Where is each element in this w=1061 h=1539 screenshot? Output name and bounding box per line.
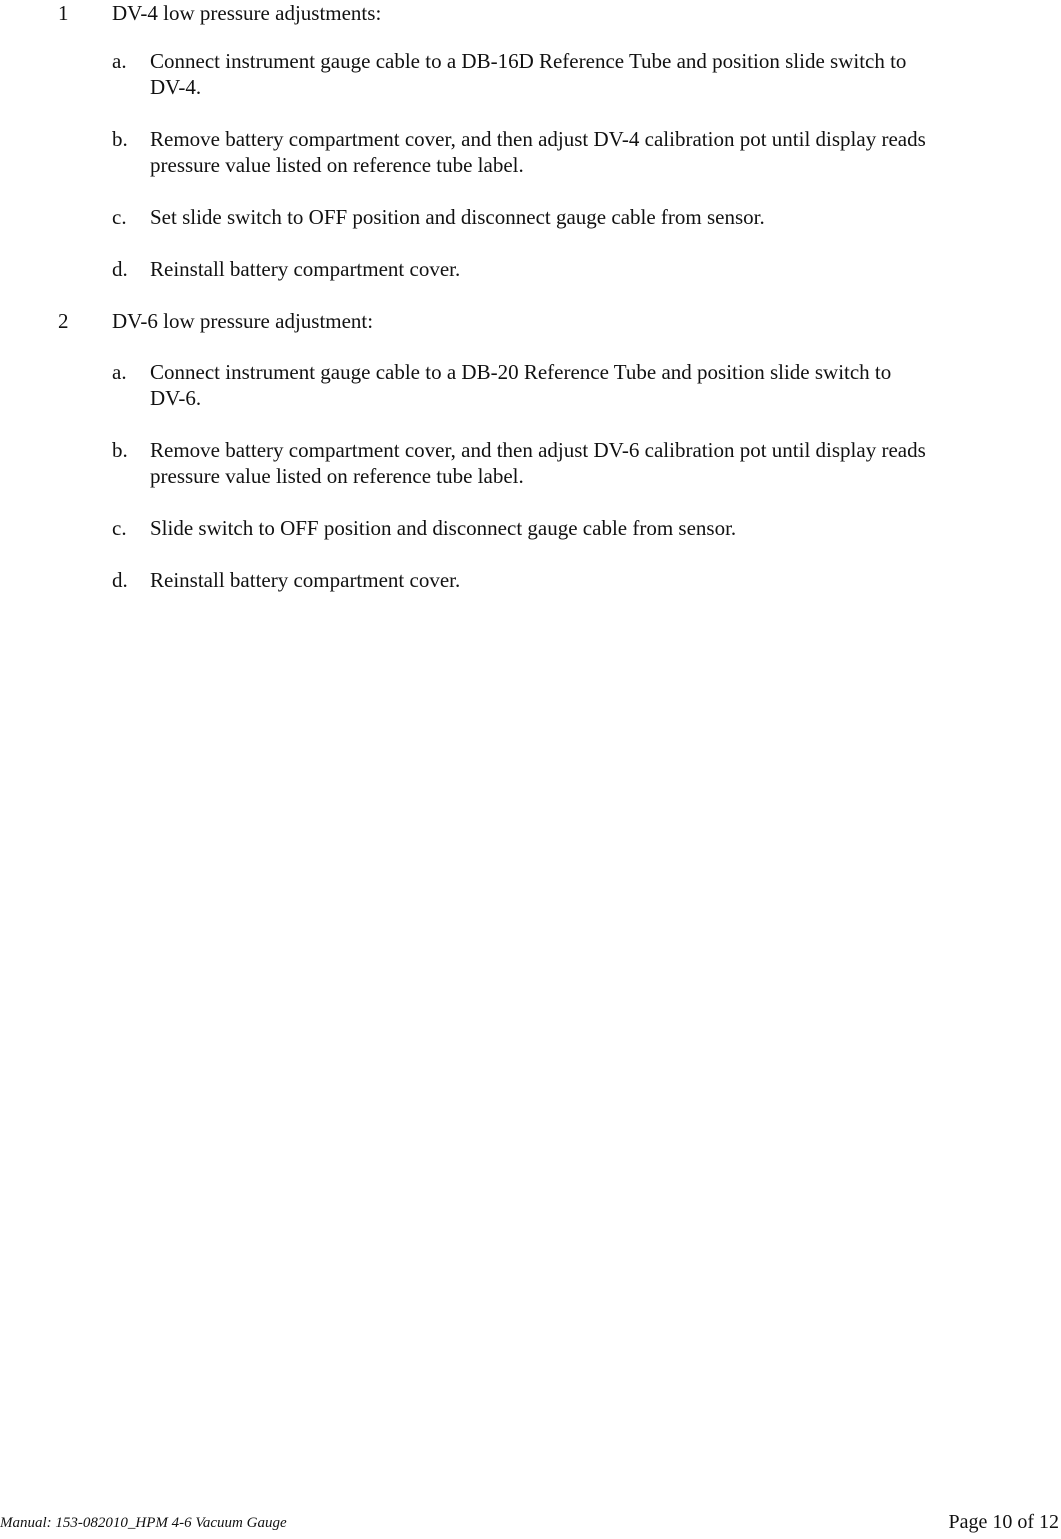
- step-letter: c.: [112, 516, 127, 540]
- step-letter: b.: [112, 127, 128, 151]
- section-number: 1: [58, 1, 69, 25]
- step-letter: d.: [112, 568, 128, 592]
- step-text: pressure value listed on reference tube label.: [150, 153, 524, 177]
- step-letter: c.: [112, 205, 127, 229]
- step-text: DV-4.: [150, 75, 202, 99]
- step-text: pressure value listed on reference tube label.: [150, 464, 524, 488]
- manual-title: Manual: 153-082010_HPM 4-6 Vacuum Gauge: [0, 1515, 287, 1531]
- step-text: Set slide switch to OFF position and disconnect gauge cable from sensor.: [150, 205, 765, 229]
- step-text: Reinstall battery compartment cover.: [150, 257, 461, 281]
- step-text: Slide switch to OFF position and disconnect gauge cable from sensor.: [150, 516, 737, 540]
- step-text: Reinstall battery compartment cover.: [150, 568, 461, 592]
- step-letter: d.: [112, 257, 128, 281]
- step-text: Remove battery compartment cover, and then adjust DV-6 calibration pot until display reads: [150, 438, 926, 462]
- step-text: Connect instrument gauge cable to a DB-20 Reference Tube and position slide switch to: [150, 360, 892, 384]
- step-letter: a.: [112, 360, 127, 384]
- step-text: DV-6.: [150, 386, 202, 410]
- step-letter: a.: [112, 49, 127, 73]
- section-title: DV-4 low pressure adjustments:: [112, 1, 382, 25]
- section-number: 2: [58, 309, 69, 333]
- step-text: Remove battery compartment cover, and then adjust DV-4 calibration pot until display reads: [150, 127, 926, 151]
- page-number: Page 10 of 12: [948, 1511, 1059, 1533]
- section-title: DV-6 low pressure adjustment:: [112, 309, 374, 333]
- step-text: Connect instrument gauge cable to a DB-16D Reference Tube and position slide switch to: [150, 49, 907, 73]
- step-letter: b.: [112, 438, 128, 462]
